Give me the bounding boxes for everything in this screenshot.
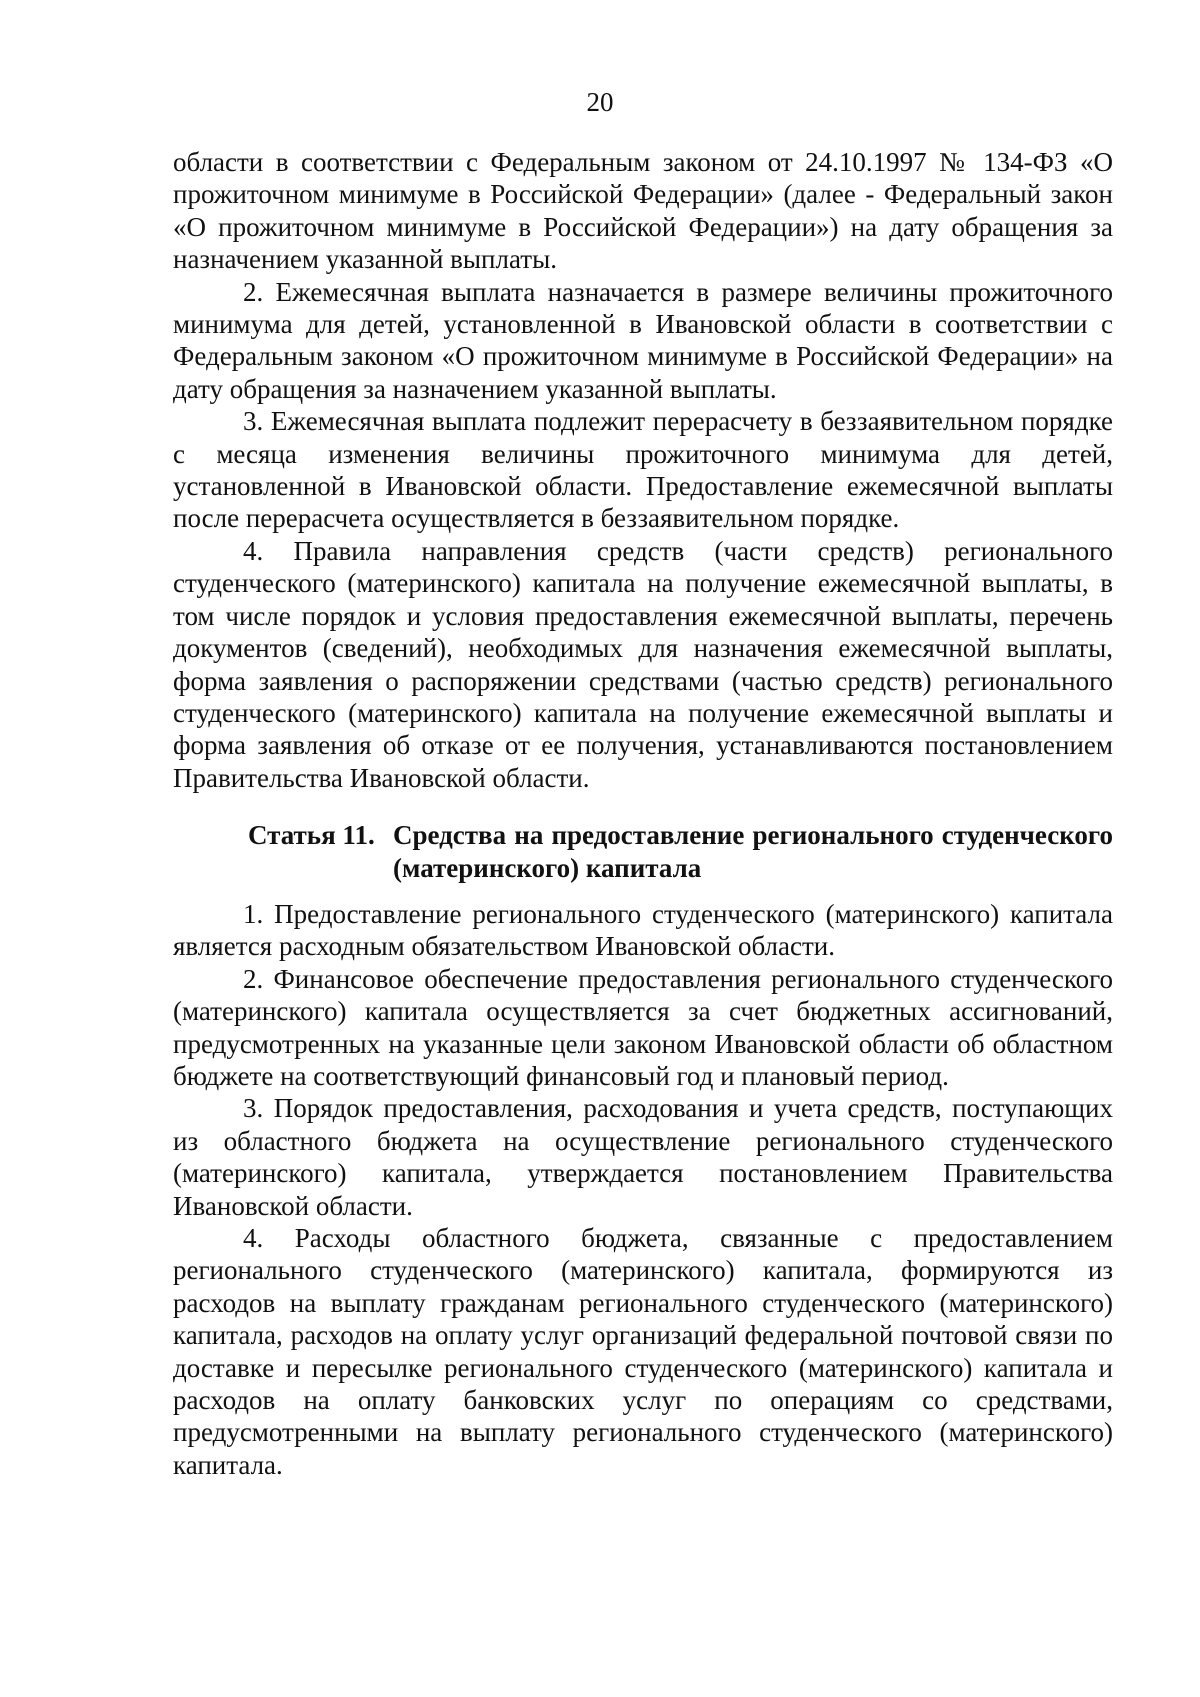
paragraph-item-4: 4. Правила направления средств (части средств) регионального студенческого (материнского) капитала на получение ежемесячной выплаты, в том числе порядок и условия предоставления ежемесячной выплаты, перечень документов (сведений), необходимых для назначения ежемесячной выплаты, форма заявления о распоряжении средствами (частью средств) регионального студенческого (материнского) капитала на получение ежемесячной выплаты и форма заявления об отказе от ее получения, устанавливаются постановлением Правительства Ивановской области. — [173, 535, 1113, 793]
article-number: Статья 11. — [248, 820, 375, 851]
document-body — [173, 146, 1113, 1481]
paragraph-item-2: 2. Ежемесячная выплата назначается в размере величины прожиточного минимума для детей, установленной в Ивановской области в соответствии с Федеральным законом «О прожиточном минимуме в Российской Федерации» на дату обращения за назначением указанной выплаты. — [173, 276, 1113, 404]
article-paragraph-4: 4. Расходы областного бюджета, связанные с предоставлением регионального студенческого (материнского) капитала, формируются из расходов на выплату гражданам регионального студенческого (материнского) капитала, расходов на оплату услуг организаций федеральной почтовой связи по доставке и пересылке регионального студенческого (материнского) капитала и расходов на оплату банковских услуг по операциям со средствами, предусмотренными на выплату регионального студенческого (материнского) капитала. — [173, 1223, 1113, 1480]
article-paragraph-2: 2. Финансовое обеспечение предоставления регионального студенческого (материнского) капитала осуществляется за счет бюджетных ассигнований, предусмотренных на указанные цели законом Ивановской области об областном бюджете на соответствующий финансовый год и плановый период. — [173, 963, 1113, 1091]
page-number: 20 — [586, 87, 614, 117]
article-paragraph-1: 1. Предоставление регионального студенческого (материнского) капитала является расходным обязательством Ивановской области. — [173, 898, 1113, 962]
paragraph-continuation: области в соответствии с Федеральным законом от 24.10.1997 № 134-ФЗ «О прожиточном минимуме в Российской Федерации» (далее - Федеральный закон «О прожиточном минимуме в Российской Федерации») на дату обращения за назначением указанной выплаты. — [173, 147, 1113, 275]
paragraph-item-3: 3. Ежемесячная выплата подлежит перерасчету в беззаявительном порядке с месяца изменения величины прожиточного минимума для детей, установленной в Ивановской области. Предоставление ежемесячной выплаты после перерасчета осуществляется в беззаявительном порядке. — [173, 406, 1113, 534]
article-title: Средства на предоставление регионального студенческого (материнского) капитала — [393, 820, 1113, 883]
article-heading — [173, 819, 1113, 884]
article-paragraph-3: 3. Порядок предоставления, расходования и учета средств, поступающих из областного бюджета на осуществление регионального студенческого (материнского) капитала, утверждается постановлением Правительства Ивановской области. — [173, 1093, 1113, 1221]
